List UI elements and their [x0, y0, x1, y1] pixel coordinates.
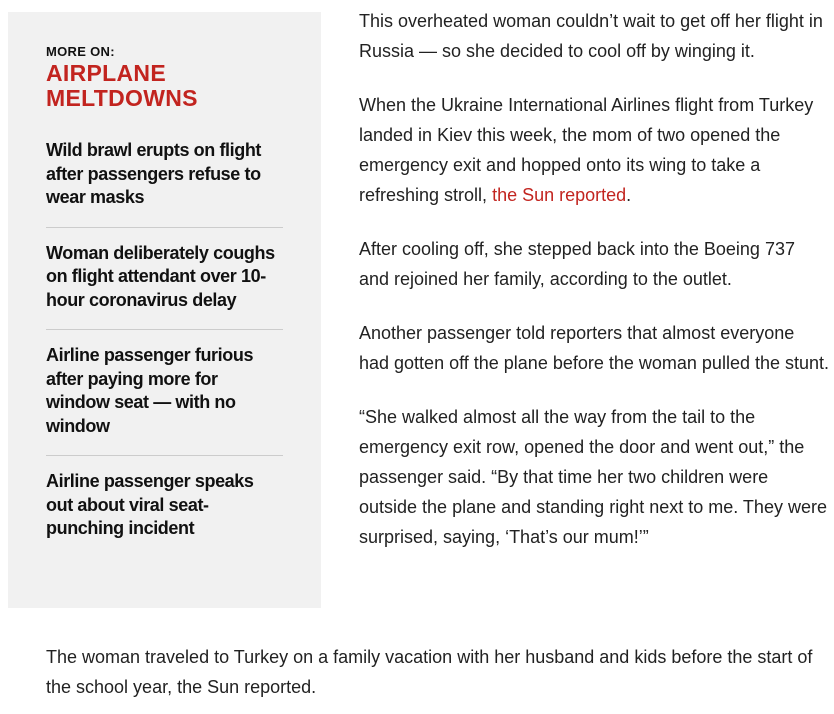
article-paragraph-6: The woman traveled to Turkey on a family vacation with her husband and kids before the start of the school year, the Sun reported. [46, 647, 813, 697]
related-list [46, 125, 283, 558]
more-on-label: MORE ON: [46, 44, 115, 59]
article-paragraph-3: After cooling off, she stepped back into the Boeing 737 and rejoined her family, according to the outlet. [359, 239, 795, 289]
paragraph-2-end: . [626, 185, 632, 205]
sun-report-link[interactable]: the Sun reported [492, 185, 627, 205]
related-item-brawl[interactable]: Wild brawl erupts on flight after passengers refuse to wear masks [46, 125, 283, 228]
paragraph-2-text: When the Ukraine International Airlines flight from Turkey landed in Kiev this week, the mom of two opened the emergency exit and hopped onto its wing to take a refreshing stroll, [359, 95, 814, 205]
related-item-window-seat[interactable]: Airline passenger furious after paying more for window seat — with no window [46, 330, 283, 456]
article-paragraph-2 [359, 90, 829, 210]
article-paragraph-1: This overheated woman couldn’t wait to get off her flight in Russia — so she decided to cool off by winging it. [359, 11, 823, 61]
related-item-cough[interactable]: Woman deliberately coughs on flight attendant over 10-hour coronavirus delay [46, 228, 283, 331]
sidebar-section-title[interactable]: AIRPLANE MELTDOWNS [46, 60, 198, 111]
article-paragraph-5: “She walked almost all the way from the tail to the emergency exit row, opened the door and went out,” the passenger said. “By that time her two children were outside the plane and standing right next to me. They were surprised, saying, ‘That’s our mum!’” [359, 407, 827, 547]
article-paragraph-4: Another passenger told reporters that almost everyone had gotten off the plane before the woman pulled the stunt. [359, 323, 830, 373]
related-sidebar [8, 12, 321, 608]
article-body [359, 6, 829, 576]
related-item-seat-punching[interactable]: Airline passenger speaks out about viral seat-punching incident [46, 471, 254, 538]
